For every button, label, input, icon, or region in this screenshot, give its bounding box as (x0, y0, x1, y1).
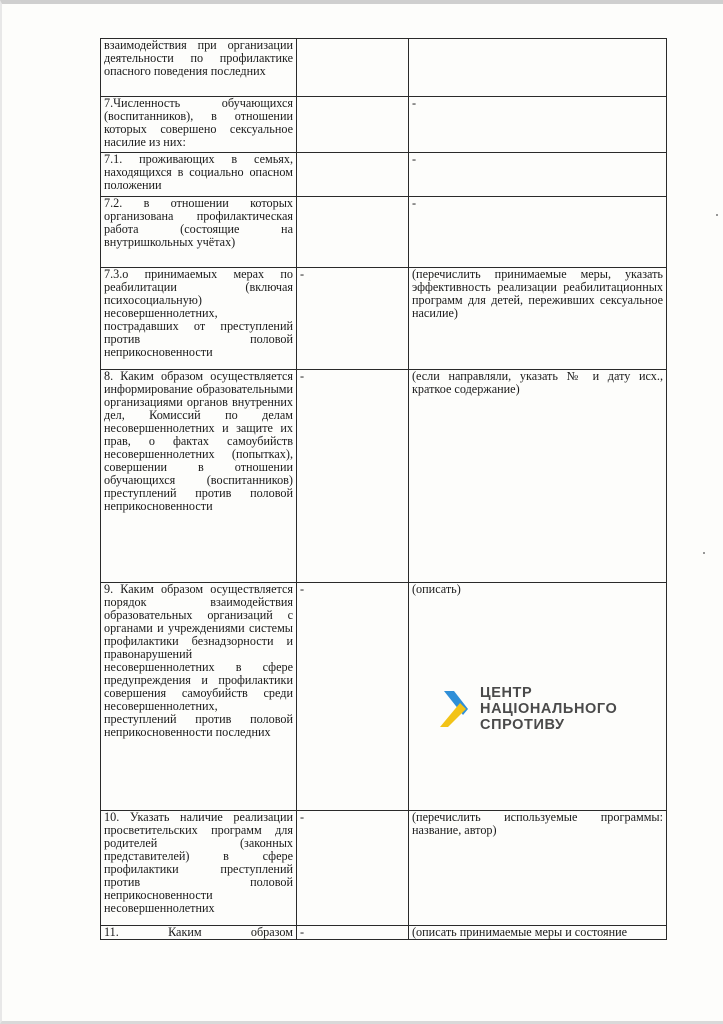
row-text-2: 7.1. проживающих в семьях, находящихся в социально опасном положении (101, 153, 297, 197)
row-text-0: взаимодействия при организации деятельности по профилактике опасного поведения последних (101, 39, 297, 97)
row-text-8: 11. Каким образом (101, 926, 297, 940)
row-mark-2 (297, 153, 409, 197)
row-note-2: - (409, 153, 667, 197)
row-note-7: (перечислить используемые программы: название, автор) (409, 811, 667, 926)
row-mark-1 (297, 97, 409, 153)
table-row (101, 268, 667, 370)
row-mark-0 (297, 39, 409, 97)
row-text-4: 7.3.о принимаемых мерах по реабилитации (включая психосоциальную) несовершеннолетних, пострадавших от преступлений против половой неприкосновенности (101, 268, 297, 370)
watermark-logo-icon (438, 687, 472, 729)
row-mark-5: - (297, 370, 409, 583)
table-row (101, 39, 667, 97)
row-text-3: 7.2. в отношении которых организована профилактическая работа (состоящие на внутришкольных учётах) (101, 197, 297, 268)
scan-speck (716, 214, 718, 216)
row-note-6: (описать) (409, 583, 667, 811)
row-note-8: (описать принимаемые меры и состояние (409, 926, 667, 940)
row-note-3: - (409, 197, 667, 268)
row-note-5: (если направляли, указать № и дату исх., краткое содержание) (409, 370, 667, 583)
watermark-yellow-stripe (440, 703, 466, 727)
table-row (101, 97, 667, 153)
watermark-text: ЦЕНТР НАЦІОНАЛЬНОГО СПРОТИВУ (480, 685, 618, 733)
table-row (101, 926, 667, 940)
table-row (101, 370, 667, 583)
row-text-7: 10. Указать наличие реализации просветительских программ для родителей (законных представителей) в сфере профилактики преступлений против половой неприкосновенности несовершеннолетних (101, 811, 297, 926)
row-text-6: 9. Каким образом осуществляется порядок взаимодействия образовательных организаций с органами и учреждениями системы профилактики безнадзорности и правонарушений несовершеннолетних в сфере предупреждения и профилактики совершения самоубийств среди несовершеннолетних, преступлений против половой неприкосновенности последних (101, 583, 297, 811)
watermark (438, 685, 638, 733)
row-mark-7: - (297, 811, 409, 926)
table-row (101, 811, 667, 926)
table-row (101, 153, 667, 197)
row-text-1: 7.Численность обучающихся (воспитанников), в отношении которых совершено сексуальное насилие из них: (101, 97, 297, 153)
document-table (100, 38, 667, 940)
table-row (101, 197, 667, 268)
row-note-0 (409, 39, 667, 97)
row-text-5: 8. Каким образом осуществляется информирование образовательными организациями органов внутренних дел, Комиссий по делам несовершеннолетних и защите их прав, о фактах самоубийств несовершеннолетних (попытках), совершении в отношении обучающихся (воспитанников) преступлений против половой неприкосновенности (101, 370, 297, 583)
scan-speck (703, 552, 705, 554)
row-mark-4: - (297, 268, 409, 370)
row-mark-3 (297, 197, 409, 268)
row-mark-6: - (297, 583, 409, 811)
row-note-1: - (409, 97, 667, 153)
row-mark-8: - (297, 926, 409, 940)
row-note-4: (перечислить принимаемые меры, указать эффективность реализации реабилитационных программ для детей, переживших сексуальное насилие) (409, 268, 667, 370)
